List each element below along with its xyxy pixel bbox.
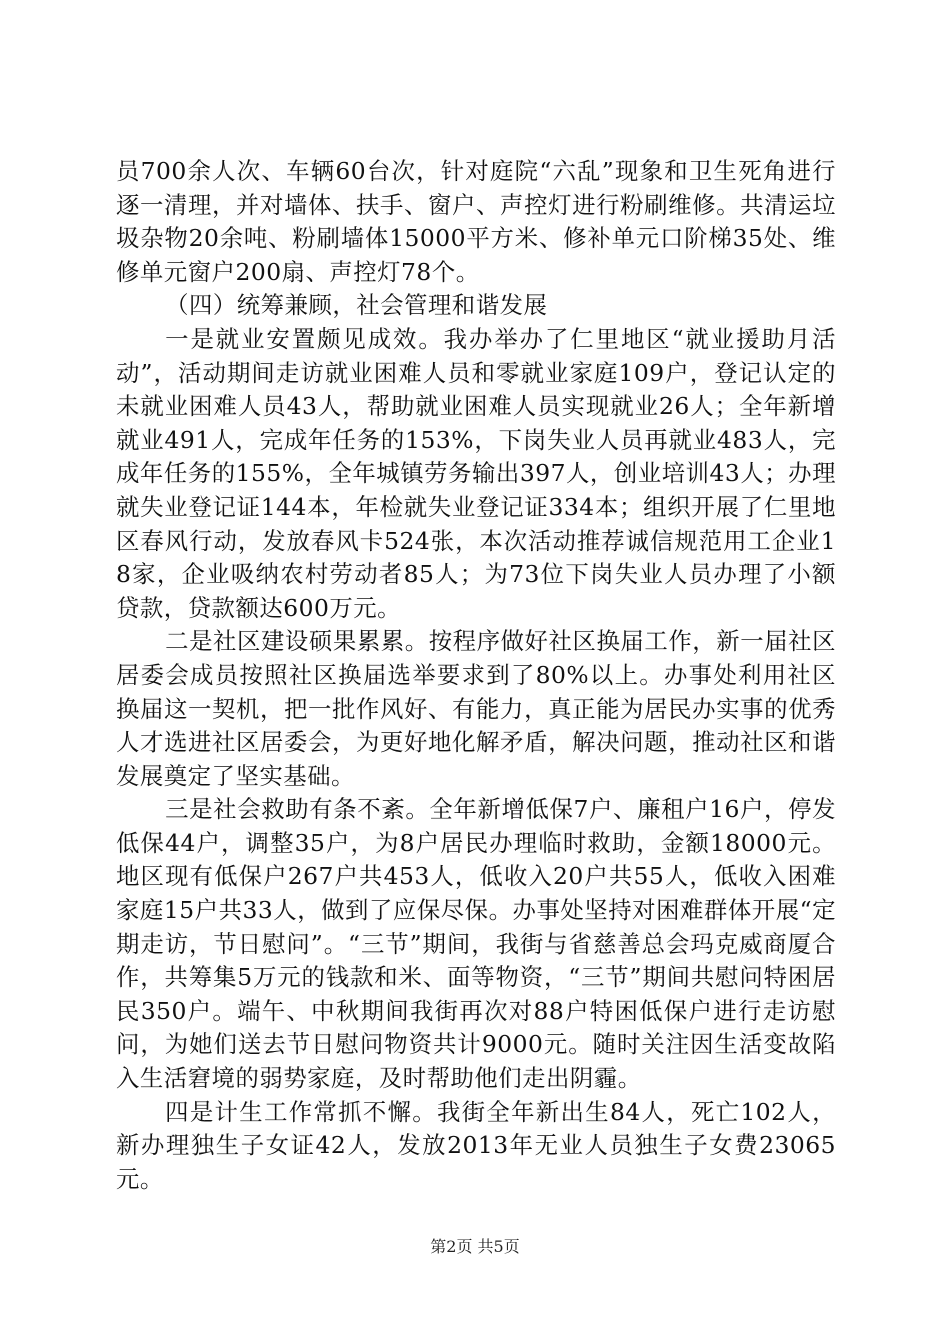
paragraph-community-building: 二是社区建设硕果累累。按程序做好社区换届工作，新一届社区居委会成员按照社区换届选举要求到了80%以上。办事处利用社区换届这一契机，把一批作风好、有能力，真正能为居民办实事的优秀人才选进社区居委会，为更好地化解矛盾，解决问题，推动社区和谐发展奠定了坚实基础。 — [116, 627, 836, 790]
paragraph-continued-cleanup: 员700余人次、车辆60台次，针对庭院“六乱”现象和卫生死角进行逐一清理，并对墙体、扶手、窗户、声控灯进行粉刷维修。共清运垃圾杂物20余吨、粉刷墙体15000平方米、修补单元口阶梯35处、维修单元窗户200扇、声控灯78个。 — [116, 157, 836, 286]
section-heading-social-management: （四）统筹兼顾，社会管理和谐发展 — [165, 291, 548, 320]
page-number-footer: 第2页 共5页 — [430, 1237, 520, 1256]
paragraph-family-planning: 四是计生工作常抓不懈。我街全年新出生84人，死亡102人，新办理独生子女证42人，发放2013年无业人员独生子女费23065元。 — [116, 1097, 836, 1193]
document-body — [116, 155, 836, 1196]
paragraph-social-assistance: 三是社会救助有条不紊。全年新增低保7户、廉租户16户，停发低保44户，调整35户，为8户居民办理临时救助，金额18000元。地区现有低保户267户共453人，低收入20户共55人，低收入困难家庭15户共33人，做到了应保尽保。办事处坚持对困难群体开展“定期走访，节日慰问”。“三节”期间，我街与省慈善总会玛克威商厦合作，共筹集5万元的钱款和米、面等物资，“三节”期间共慰问特困居民350户。端午、中秋期间我街再次对88户特困低保户进行走访慰问，为她们送去节日慰问物资共计9000元。随时关注因生活变故陷入生活窘境的弱势家庭，及时帮助他们走出阴霾。 — [116, 795, 836, 1093]
paragraph-employment: 一是就业安置颇见成效。我办举办了仁里地区“就业援助月活动”，活动期间走访就业困难人员和零就业家庭109户，登记认定的未就业困难人员43人，帮助就业困难人员实现就业26人；全年新增就业491人，完成年任务的153%，下岗失业人员再就业483人，完成年任务的155%，全年城镇劳务输出397人，创业培训43人；办理就失业登记证144本，年检就失业登记证334本；组织开展了仁里地区春风行动，发放春风卡524张，本次活动推荐诚信规范用工企业18家，企业吸纳农村劳动者85人；为73位下岗失业人员办理了小额贷款，贷款额达600万元。 — [116, 324, 836, 622]
